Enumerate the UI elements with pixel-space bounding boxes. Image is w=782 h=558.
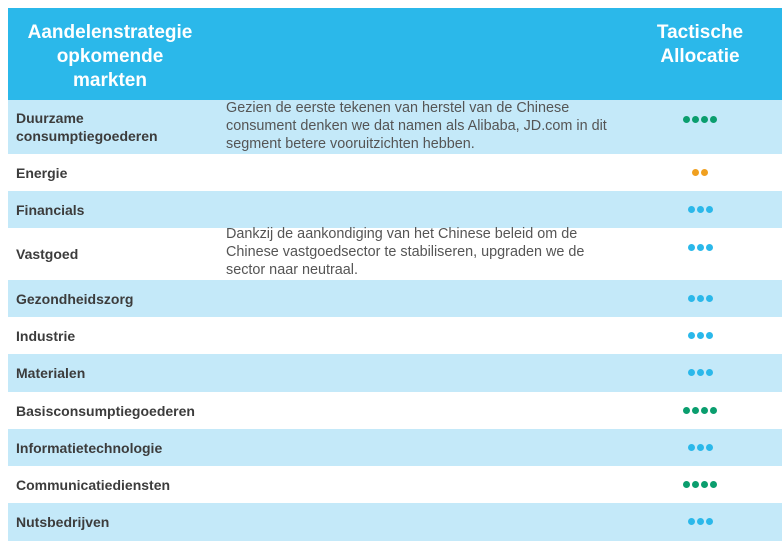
sector-comment-line: segment betere vooruitzichten hebben. xyxy=(226,136,475,152)
allocation-dot xyxy=(697,518,704,525)
allocation-dot xyxy=(697,295,704,302)
allocation-dot xyxy=(706,244,713,251)
allocation-dot xyxy=(697,206,704,213)
table-row xyxy=(8,503,782,541)
table-row xyxy=(8,317,782,354)
sector-name-line: Vastgoed xyxy=(16,246,79,262)
allocation-dot xyxy=(706,518,713,525)
sector-comment-line: Chinese vastgoedsector te stabiliseren, upgraden we de xyxy=(226,244,585,260)
allocation-dots xyxy=(640,481,760,488)
allocation-dot xyxy=(688,518,695,525)
allocation-dot xyxy=(706,295,713,302)
sector-name xyxy=(16,164,216,182)
sector-name xyxy=(16,327,216,345)
sector-name xyxy=(16,402,216,420)
allocation-dot xyxy=(706,444,713,451)
allocation-dot xyxy=(710,481,717,488)
allocation-dot xyxy=(697,444,704,451)
header-allocation-line: Tactische xyxy=(656,22,744,43)
table-row xyxy=(8,100,782,154)
allocation-dot xyxy=(688,369,695,376)
sector-name xyxy=(16,476,216,494)
allocation-dot xyxy=(701,407,708,414)
allocation-dots xyxy=(640,369,760,376)
allocation-dot xyxy=(683,481,690,488)
table-row xyxy=(8,280,782,317)
allocation-dots xyxy=(640,244,760,251)
table-row xyxy=(8,154,782,191)
allocation-dots xyxy=(640,407,760,414)
header-title-line: opkomende xyxy=(56,46,164,67)
allocation-dots xyxy=(640,169,760,176)
allocation-dot xyxy=(706,369,713,376)
sector-comment-line: Dankzij de aankondiging van het Chinese beleid om de xyxy=(226,226,578,242)
sector-name-line: Energie xyxy=(16,165,68,181)
allocation-dot xyxy=(688,295,695,302)
allocation-dot xyxy=(692,407,699,414)
sector-name-line: Gezondheidszorg xyxy=(16,291,134,307)
header-allocation-line: Allocatie xyxy=(660,46,740,67)
sector-name-line: consumptiegoederen xyxy=(16,128,158,144)
header-title-line: Aandelenstrategie xyxy=(27,22,193,43)
sector-comment-line: consument denken we dat namen als Alibaba, JD.com in dit xyxy=(226,118,607,134)
sector-name-line: Industrie xyxy=(16,328,76,344)
allocation-dot xyxy=(688,332,695,339)
sector-name xyxy=(16,513,216,531)
allocation-dot xyxy=(688,244,695,251)
allocation-dot xyxy=(688,444,695,451)
sector-name-line: Duurzame xyxy=(16,110,84,126)
table-row xyxy=(8,429,782,466)
allocation-dot xyxy=(692,116,699,123)
sector-comment xyxy=(226,99,636,153)
allocation-dot xyxy=(688,206,695,213)
allocation-dot xyxy=(692,481,699,488)
allocation-dot xyxy=(692,169,699,176)
allocation-dot xyxy=(683,116,690,123)
allocation-table xyxy=(8,8,782,554)
header-title-line: markten xyxy=(73,70,147,91)
header-allocation xyxy=(640,21,760,69)
sector-name xyxy=(16,290,216,308)
table-row xyxy=(8,354,782,392)
sector-name-line: Communicatiediensten xyxy=(16,477,171,493)
allocation-dot xyxy=(710,407,717,414)
allocation-dots xyxy=(640,444,760,451)
allocation-dots xyxy=(640,116,760,123)
sector-name xyxy=(16,245,216,263)
allocation-dot xyxy=(701,116,708,123)
allocation-dot xyxy=(701,481,708,488)
sector-name xyxy=(16,439,216,457)
sector-name xyxy=(16,109,216,145)
allocation-dot xyxy=(697,244,704,251)
allocation-dots xyxy=(640,518,760,525)
allocation-dot xyxy=(697,369,704,376)
table-row xyxy=(8,392,782,429)
sector-name-line: Basisconsumptiegoederen xyxy=(16,403,195,419)
allocation-dots xyxy=(640,295,760,302)
allocation-dot xyxy=(710,116,717,123)
sector-name xyxy=(16,364,216,382)
sector-name xyxy=(16,201,216,219)
sector-comment-line: sector naar neutraal. xyxy=(226,262,358,278)
table-row xyxy=(8,228,782,280)
table-row xyxy=(8,191,782,228)
allocation-dots xyxy=(640,332,760,339)
sector-comment xyxy=(226,225,636,279)
table-row xyxy=(8,466,782,503)
allocation-dot xyxy=(697,332,704,339)
header-title xyxy=(20,21,200,93)
allocation-dots xyxy=(640,206,760,213)
table-header xyxy=(8,8,782,102)
sector-name-line: Nutsbedrijven xyxy=(16,514,110,530)
sector-comment-line: Gezien de eerste tekenen van herstel van de Chinese xyxy=(226,100,570,116)
allocation-dot xyxy=(706,206,713,213)
allocation-dot xyxy=(701,169,708,176)
allocation-dot xyxy=(706,332,713,339)
sector-name-line: Financials xyxy=(16,202,85,218)
sector-name-line: Materialen xyxy=(16,365,86,381)
sector-name-line: Informatietechnologie xyxy=(16,440,163,456)
allocation-dot xyxy=(683,407,690,414)
